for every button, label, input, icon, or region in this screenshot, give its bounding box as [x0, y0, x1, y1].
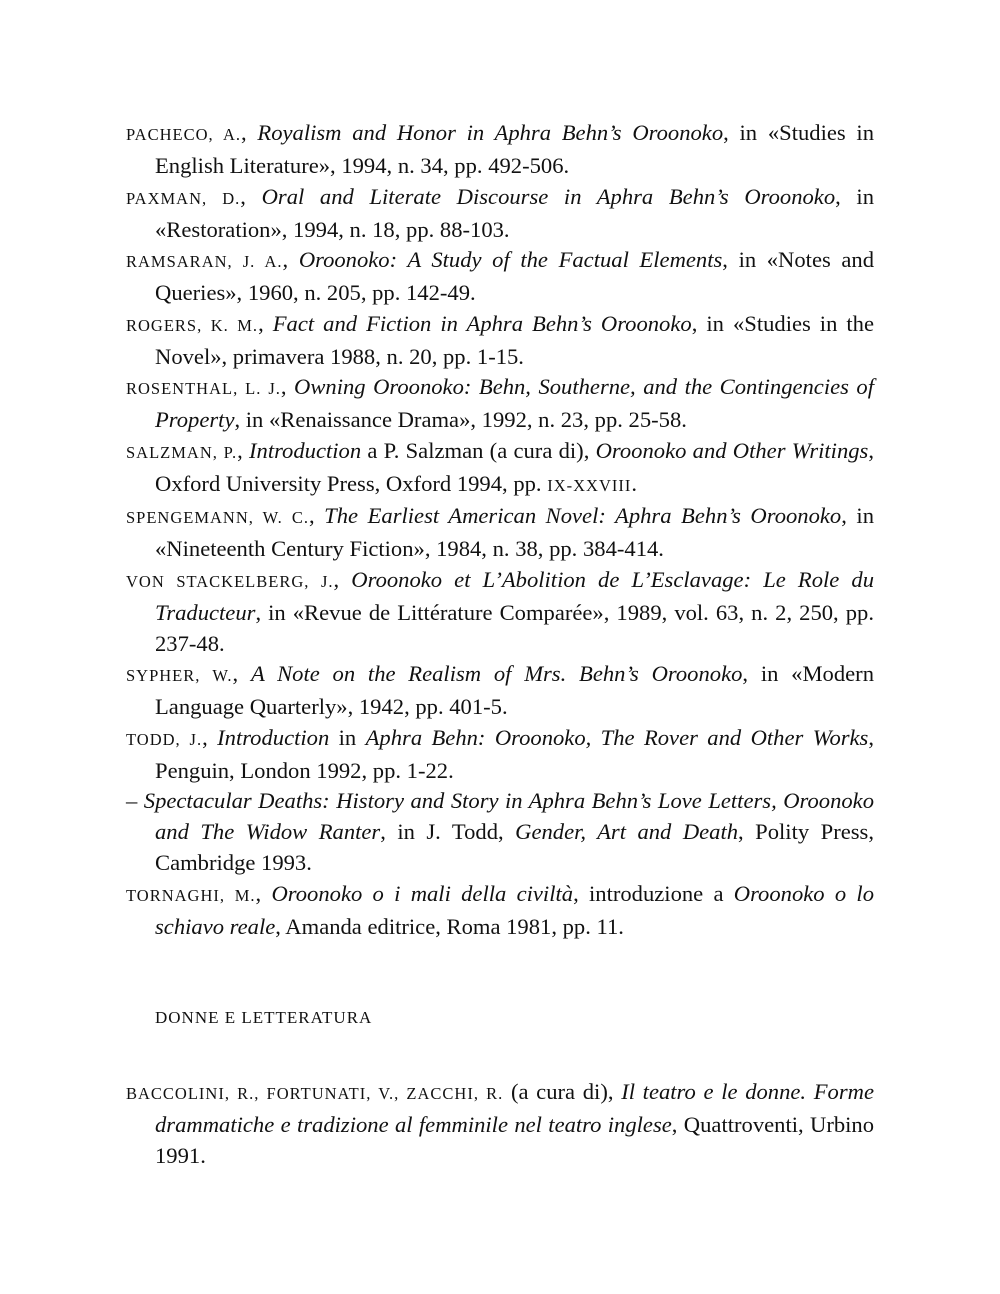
entry-text: , — [258, 310, 273, 336]
entry-text: , in «Notes and Queries», 1960, n. 205, pp. 142-49. — [155, 247, 875, 305]
entry-text: (a cura di), — [503, 1078, 622, 1104]
entry-author: ROSENTHAL, L. J. — [126, 379, 281, 398]
entry-text: , Penguin, London 1992, pp. 1-22. — [155, 724, 875, 783]
section-heading: DONNE E LETTERATURA — [155, 1007, 373, 1027]
entry-text: , — [255, 880, 272, 906]
entry-text: , in «Studies in the Novel», primavera 1988, n. 20, pp. 1-15. — [155, 310, 875, 369]
entry-text: , Polity Press, Cambridge 1993. — [155, 819, 874, 875]
entry-title: Oroonoko and Other Writings — [595, 437, 869, 463]
entry-text: IX-XXVIII — [547, 475, 632, 495]
bibliography-entry — [126, 308, 874, 372]
bibliography-entry — [126, 785, 874, 878]
entry-text: , — [202, 724, 218, 750]
entry-title: Introduction — [217, 724, 330, 750]
bibliography-entry — [126, 658, 874, 722]
bibliography-entry — [126, 435, 874, 501]
bibliography-entry — [126, 722, 874, 786]
bibliography-entry — [126, 500, 874, 564]
entry-author: SYPHER, W. — [126, 666, 233, 685]
entry-text: , in «Renaissance Drama», 1992, n. 23, pp. 25-58. — [234, 407, 687, 432]
entry-author: PAXMAN, D. — [126, 188, 241, 208]
entry-text: , — [333, 566, 352, 592]
entry-title: Il teatro e le donne. Forme drammatiche e tradizione al femminile nel teatro inglese — [155, 1078, 874, 1137]
bibliography-list — [126, 117, 874, 942]
entry-title: Aphra Behn: Oroonoko, The Rover and Other Works — [365, 724, 869, 750]
entry-author: RAMSARAN, J. A. — [126, 252, 283, 271]
entry-text: , — [240, 120, 258, 145]
entry-author: BACCOLINI, R., FORTUNATI, V., ZACCHI, R. — [126, 1083, 504, 1103]
entry-title: Oral and Literate Discourse in Aphra Behn’s Oroonoko — [261, 183, 836, 209]
entry-author: ROGERS, K. M. — [126, 315, 259, 335]
entry-text: , Quattroventi, Urbino 1991. — [155, 1111, 875, 1168]
entry-title: Owning Oroonoko: Behn, Southerne, and the Contingencies of Property — [155, 374, 875, 432]
entry-text: , in «Studies in English Literature», 1994, n. 34, pp. 492-506. — [155, 120, 874, 178]
entry-text: , Oxford University Press, Oxford 1994, pp. — [155, 437, 874, 496]
entry-title: Oroonoko et L’Abolition de L’Esclavage: Le Role du Traducteur — [155, 566, 875, 625]
entry-text: , — [232, 661, 251, 686]
entry-title: Gender, Art and Death — [515, 819, 739, 844]
entry-text: , — [282, 247, 299, 272]
entry-text: , Amanda editrice, Roma 1981, pp. 11. — [275, 913, 624, 939]
entry-text: , — [237, 437, 249, 463]
entry-title: The Earliest American Novel: Aphra Behn’s Oroonoko — [324, 503, 842, 528]
entry-author: TORNAGHI, M. — [126, 885, 256, 905]
entry-title: Introduction — [249, 437, 362, 463]
entry-author: SALZMAN, P. — [126, 442, 238, 462]
entry-text: in — [329, 724, 366, 750]
entry-author: VON STACKELBERG, J. — [126, 571, 334, 591]
entry-text: , introduzione a — [573, 880, 734, 906]
entry-title: Oroonoko: A Study of the Factual Elements — [298, 247, 723, 272]
entry-text: , — [280, 374, 295, 399]
entry-title: Oroonoko o lo schiavo reale — [155, 880, 875, 939]
bibliography-entry — [126, 371, 874, 435]
bibliography-entry — [126, 244, 874, 308]
entry-text: , in «Restoration», 1994, n. 18, pp. 88-103. — [155, 183, 874, 242]
bibliography-entry — [126, 181, 874, 245]
bibliography-entry — [126, 1076, 874, 1171]
entry-text: , in J. Todd, — [380, 819, 516, 844]
entry-text: , — [240, 183, 262, 209]
entry-text: , in «Modern Language Quarterly», 1942, pp. 401-5. — [155, 661, 874, 719]
entry-title: Fact and Fiction in Aphra Behn’s Oroonoko — [272, 310, 692, 336]
bibliography-entry — [126, 878, 874, 942]
entry-title: Spectacular Deaths: History and Story in Aphra Behn’s Love Letters, Oroonoko and The Widow Ranter — [143, 788, 874, 844]
entry-text: , — [308, 503, 325, 528]
bibliography-page — [126, 117, 874, 1171]
entry-title: Oroonoko o i mali della civiltà — [271, 880, 574, 906]
entry-title: Royalism and Honor in Aphra Behn’s Oroonoko — [257, 120, 724, 145]
entry-author: SPENGEMANN, W. C. — [126, 508, 309, 527]
section-bibliography-list — [126, 1076, 874, 1171]
entry-author: TODD, J. — [126, 729, 203, 749]
entry-title: A Note on the Realism of Mrs. Behn’s Oroonoko — [250, 661, 743, 686]
bibliography-entry — [126, 564, 874, 659]
entry-text: a P. Salzman (a cura di), — [361, 437, 596, 463]
bibliography-entry — [126, 117, 874, 181]
entry-text: , in «Nineteenth Century Fiction», 1984, n. 38, pp. 384-414. — [155, 503, 875, 561]
entry-text: , in «Revue de Littérature Comparée», 1989, vol. 63, n. 2, 250, pp. 237-48. — [155, 599, 874, 656]
entry-text: – — [126, 788, 144, 813]
entry-author: PACHECO, A. — [126, 125, 241, 144]
entry-text: . — [631, 470, 638, 496]
